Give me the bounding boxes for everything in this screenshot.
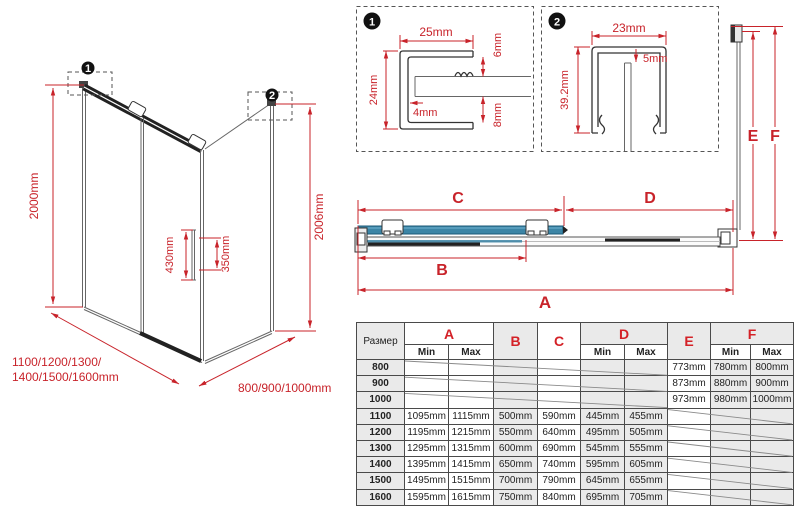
bottom-rail [140, 333, 201, 361]
a-min-header: Min [405, 345, 449, 360]
row-size: 1500 [357, 473, 405, 489]
row-size: 800 [357, 360, 405, 376]
front-widths-line1: 1100/1200/1300/ [12, 355, 102, 369]
dim-4mm: 4mm [413, 107, 438, 119]
col-f-header: F [711, 323, 794, 345]
cell-a-max: 1615mm [449, 489, 494, 505]
table-row [357, 392, 794, 408]
cell-c: 740mm [538, 457, 581, 473]
row-size: 1000 [357, 392, 405, 408]
cell-a-min: 1295mm [405, 440, 449, 456]
table-row [357, 440, 794, 456]
front-widths-line2: 1400/1500/1600mm [12, 370, 119, 384]
roller-right [526, 220, 548, 235]
table-row [357, 424, 794, 440]
cell-f-max: 800mm [751, 360, 794, 376]
cell-d-max: 705mm [625, 489, 668, 505]
cell-d-min: 695mm [581, 489, 625, 505]
cell-b: 500mm [494, 408, 538, 424]
cell-b: 700mm [494, 473, 538, 489]
dim-6mm: 6mm [492, 32, 504, 58]
col-e-header: E [668, 323, 711, 360]
cell-a-max: 1315mm [449, 440, 494, 456]
dim-23mm: 23mm [612, 21, 646, 35]
cell-d-min: 545mm [581, 440, 625, 456]
door-handle [191, 230, 197, 280]
dim-handle-length: 350mm [220, 235, 232, 273]
cell-d-min: 445mm [581, 408, 625, 424]
cell-d-max: 605mm [625, 457, 668, 473]
col-a-header: A [405, 323, 494, 345]
cell-c: 590mm [538, 408, 581, 424]
cell-d-max: 505mm [625, 424, 668, 440]
row-size: 1600 [357, 489, 405, 505]
cell-c: 690mm [538, 440, 581, 456]
cell-d-max: 655mm [625, 473, 668, 489]
cell-a-min: 1495mm [405, 473, 449, 489]
dim-24mm: 24mm [368, 74, 380, 106]
dim-f-label: F [770, 128, 780, 145]
f-max-header: Max [751, 345, 794, 360]
dim-39-2mm: 39.2mm [559, 70, 571, 110]
cell-f-min: 980mm [711, 392, 751, 408]
table-row [357, 376, 794, 392]
dim-25mm: 25mm [419, 25, 453, 39]
dim-handle-offset: 430mm [164, 236, 176, 274]
cell-a-min: 1195mm [405, 424, 449, 440]
dim-8mm: 8mm [492, 102, 504, 128]
col-d-header: D [581, 323, 668, 345]
a-max-header: Max [449, 345, 494, 360]
cell-a-min: 1395mm [405, 457, 449, 473]
plan-view [350, 0, 800, 315]
cell-e: 773mm [668, 360, 711, 376]
size-column-header: Размер [357, 323, 405, 360]
detail-1-number: 1 [368, 16, 376, 29]
row-size: 1200 [357, 424, 405, 440]
d-max-header: Max [625, 345, 668, 360]
cell-a-max: 1115mm [449, 408, 494, 424]
dim-d-label: D [644, 190, 656, 207]
dim-b-label: B [436, 262, 448, 279]
cell-c: 840mm [538, 489, 581, 505]
row-size: 1300 [357, 440, 405, 456]
cell-c: 640mm [538, 424, 581, 440]
cell-f-min: 880mm [711, 376, 751, 392]
table-row [357, 473, 794, 489]
dimensions-table [356, 322, 794, 506]
cell-a-max: 1215mm [449, 424, 494, 440]
row-size: 900 [357, 376, 405, 392]
callout-2-number: 2 [268, 90, 276, 102]
roller-left [382, 220, 403, 235]
table-row [357, 408, 794, 424]
enclosure-glass-frame [79, 81, 276, 364]
dim-c-label: C [452, 190, 464, 207]
d-min-header: Min [581, 345, 625, 360]
dim-height-left: 2000mm [27, 172, 41, 220]
callout-1-number: 1 [84, 63, 92, 75]
dim-a-label: A [538, 293, 552, 312]
cell-a-max: 1515mm [449, 473, 494, 489]
cell-d-max: 555mm [625, 440, 668, 456]
cell-c: 790mm [538, 473, 581, 489]
plan-dimensions [358, 27, 784, 313]
cell-e: 873mm [668, 376, 711, 392]
isometric-view [0, 0, 355, 420]
cell-a-min: 1095mm [405, 408, 449, 424]
side-widths: 800/900/1000mm [238, 381, 332, 395]
cell-b: 750mm [494, 489, 538, 505]
col-c-header: C [538, 323, 581, 360]
dim-e-label: E [747, 128, 759, 145]
dim-height-right: 2006mm [312, 193, 326, 241]
row-size: 1100 [357, 408, 405, 424]
cell-e: 973mm [668, 392, 711, 408]
dim-5mm: 5mm [643, 53, 668, 65]
cell-d-min: 495mm [581, 424, 625, 440]
plan-structure [355, 25, 742, 252]
cell-b: 600mm [494, 440, 538, 456]
cell-b: 650mm [494, 457, 538, 473]
row-size: 1400 [357, 457, 405, 473]
cell-f-max: 1000mm [751, 392, 794, 408]
cell-d-max: 455mm [625, 408, 668, 424]
cell-d-min: 595mm [581, 457, 625, 473]
table-row [357, 360, 794, 376]
col-b-header: B [494, 323, 538, 360]
size-table-area [356, 322, 795, 508]
detail-2-number: 2 [553, 16, 561, 29]
cell-d-min: 645mm [581, 473, 625, 489]
cell-f-max: 900mm [751, 376, 794, 392]
cell-a-min: 1595mm [405, 489, 449, 505]
table-row [357, 489, 794, 505]
cell-f-min: 780mm [711, 360, 751, 376]
table-row [357, 457, 794, 473]
cell-b: 550mm [494, 424, 538, 440]
f-min-header: Min [711, 345, 751, 360]
fixed-glass-edge [358, 240, 522, 243]
cell-a-max: 1415mm [449, 457, 494, 473]
